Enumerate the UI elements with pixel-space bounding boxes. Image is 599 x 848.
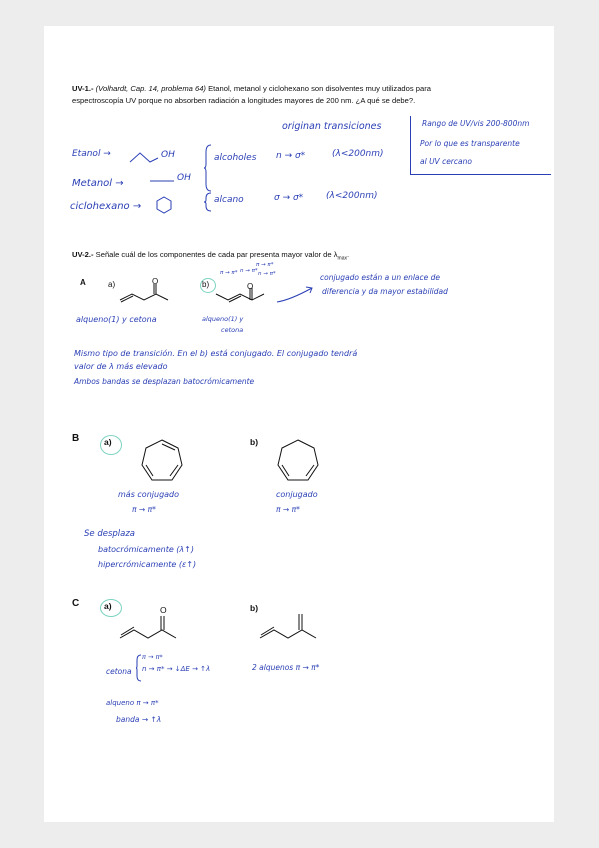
molecule-b-b-icon: [276, 438, 320, 486]
uv1-question: [72, 83, 542, 107]
molecule-a-a-icon: [118, 278, 178, 306]
note-range1: (λ<200nm): [332, 149, 384, 159]
note-mismo-3: Ambos bandas se desplazan batocrómicamente: [74, 377, 255, 386]
note-trans1: n → σ*: [276, 151, 306, 161]
note-etanol: Etanol →: [72, 149, 111, 159]
part-a-label: A: [80, 278, 86, 287]
note-b-mas-conjugado: más conjugado: [118, 490, 180, 499]
part-c-option-a: a): [104, 601, 112, 611]
note-conjugado-1: conjugado están a un enlace de: [320, 273, 441, 282]
note-c-trans2: n → π* → ↓ΔE → ↑λ: [142, 665, 211, 673]
part-b-option-a: a): [104, 437, 112, 447]
note-alcoholes: alcoholes: [214, 153, 257, 163]
note-c-alqueno: alqueno π → π*: [106, 699, 159, 707]
part-c-label: C: [72, 598, 80, 609]
note-se-desplaza: Se desplaza: [84, 529, 136, 539]
note-b-cetona: cetona: [221, 326, 244, 334]
note-oh-ethanol: OH: [161, 150, 175, 160]
uv2-end: .: [347, 250, 350, 259]
uv2-sub: max: [337, 255, 347, 262]
note-c-alquenos: 2 alquenos π → π*: [252, 663, 320, 672]
note-c-trans1: π → π*: [142, 653, 163, 661]
brace-alcano-icon: [204, 192, 212, 212]
note-alcano: alcano: [214, 195, 244, 205]
note-trans2: σ → σ*: [274, 193, 304, 203]
note-mismo-1: Mismo tipo de transición. En el b) está conjugado. El conjugado tendrá: [74, 349, 358, 358]
molecule-a-b-icon: [214, 278, 274, 306]
hexagon-sketch-icon: [156, 196, 172, 214]
note-a-alqueno-cetona: alqueno(1) y cetona: [76, 315, 157, 324]
part-b-label: B: [72, 433, 80, 444]
part-a-option-a: a): [108, 280, 116, 289]
note-b-a-trans: π → π*: [132, 505, 156, 514]
molecule-b-a-icon: [140, 438, 184, 486]
note-a-top-t4: n → π*: [258, 271, 276, 277]
brace-alcoholes-icon: [204, 144, 212, 192]
note-box-line3: al UV cercano: [420, 157, 472, 166]
uv1-reference: (Volhardt, Cap. 14, problema 64): [95, 84, 206, 93]
note-b-b-trans: π → π*: [276, 505, 300, 514]
uv2-text: Señale cuál de los componentes de cada par presenta mayor valor de λ: [95, 250, 338, 259]
part-a-option-b: b): [202, 280, 210, 289]
note-b-conjugado: conjugado: [276, 490, 318, 499]
uv1-text-line2: espectroscopía UV porque no absorben radiación a longitudes mayores de 200 nm. ¿A qué se debe?.: [72, 95, 416, 105]
uv1-label: UV-1.-: [72, 84, 94, 93]
note-a-top-t1: π → π*: [256, 262, 274, 268]
note-metanol: Metanol →: [72, 178, 124, 189]
note-box-line2: Por lo que es transparente: [420, 139, 520, 148]
note-c-banda: banda → ↑λ: [116, 715, 162, 724]
uv2-question: [72, 249, 542, 263]
molecule-c-a-icon: [118, 608, 190, 642]
note-mismo-2: valor de λ más elevado: [74, 362, 168, 371]
uv2-label: UV-2.-: [72, 250, 94, 259]
part-a-oxygen-a: O: [152, 277, 159, 286]
note-a-top-t3: n → π*: [240, 268, 258, 274]
ethanol-sketch-icon: [130, 150, 160, 164]
uv1-text-line1: Etanol, metanol y ciclohexano son disolventes muy utilizados para: [208, 84, 431, 93]
note-c-cetona: cetona: [106, 667, 132, 676]
part-a-oxygen-b: O: [247, 282, 254, 291]
note-range2: (λ<200nm): [326, 191, 378, 201]
document-page: [44, 26, 554, 822]
note-originan: originan transiciones: [282, 121, 382, 132]
arrow-conjugado-icon: [276, 284, 316, 304]
note-ciclohexano: ciclohexano →: [70, 201, 142, 212]
part-b-option-b: b): [250, 437, 259, 447]
part-c-oxygen-a: O: [160, 605, 167, 615]
note-box-line1: Rango de UV/vis 200-800nm: [422, 119, 530, 128]
molecule-c-b-icon: [258, 606, 330, 642]
note-batocromicamente: batocrómicamente (λ↑): [98, 545, 194, 554]
note-b-alqueno: alqueno(1) y: [202, 315, 244, 323]
note-oh-methanol: OH: [177, 173, 191, 183]
note-a-top-t2: π → π*: [220, 270, 238, 276]
note-conjugado-2: diferencia y da mayor estabilidad: [322, 287, 448, 296]
note-hipercromicamente: hipercrómicamente (ε↑): [98, 560, 197, 569]
methanol-sketch-icon: [150, 178, 176, 184]
part-c-option-b: b): [250, 603, 259, 613]
